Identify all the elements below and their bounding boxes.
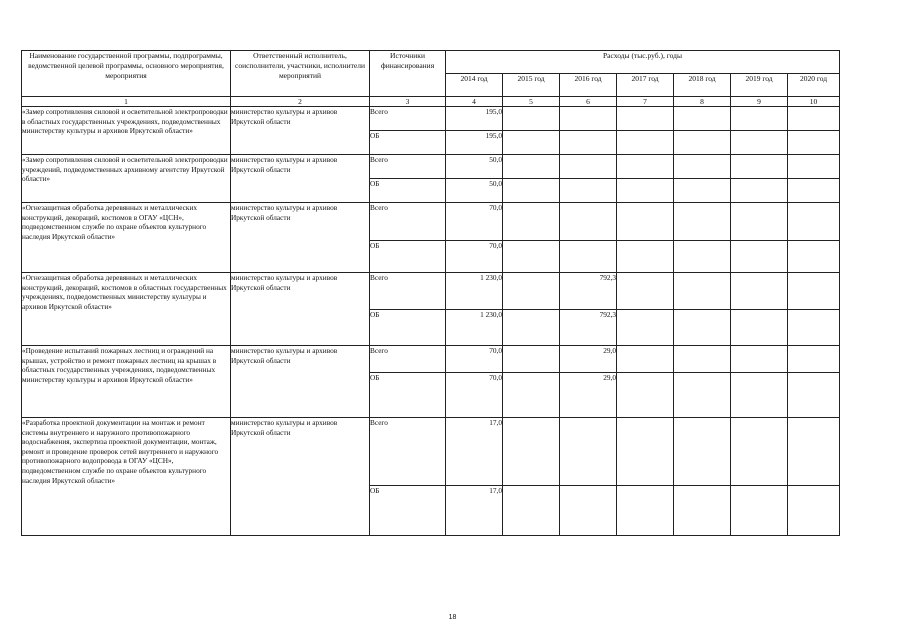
activity-name: «Замер сопротивления силовой и осветительной электропроводки в областных государственных учреждениях, подведомственных министерству культуры и архивов Иркутской области» (22, 107, 231, 155)
value-cell (560, 241, 617, 273)
funding-source-total: Всего (370, 346, 446, 373)
activity-executor: министерство культуры и архивов Иркутской области (231, 107, 370, 155)
activity-name: «Замер сопротивления силовой и осветительной электропроводки учреждений, подведомственных архивному агентству Иркутской области» (22, 155, 231, 203)
column-number: 5 (503, 97, 560, 107)
value-cell (674, 241, 731, 273)
funding-source-regional: ОБ (370, 373, 446, 418)
table-row (22, 346, 840, 373)
value-cell: 792,3 (560, 310, 617, 346)
value-cell (617, 310, 674, 346)
value-cell (731, 179, 788, 203)
value-cell (674, 107, 731, 131)
value-cell (617, 155, 674, 179)
value-cell (788, 486, 840, 536)
value-cell (560, 486, 617, 536)
column-number: 2 (231, 97, 370, 107)
value-cell (788, 179, 840, 203)
value-cell (674, 203, 731, 241)
value-cell (560, 203, 617, 241)
value-cell (731, 107, 788, 131)
value-cell: 17,0 (446, 486, 503, 536)
value-cell (674, 273, 731, 310)
header-year: 2018 год (674, 74, 731, 97)
value-cell: 50,0 (446, 179, 503, 203)
value-cell (617, 107, 674, 131)
value-cell (788, 273, 840, 310)
value-cell (560, 155, 617, 179)
value-cell (788, 373, 840, 418)
table-row (22, 273, 840, 310)
header-year: 2016 год (560, 74, 617, 97)
header-executor: Ответственный исполнитель, соисполнители, участники, исполнители мероприятий (231, 51, 370, 97)
funding-source-regional: ОБ (370, 310, 446, 346)
value-cell: 50,0 (446, 155, 503, 179)
table-row (22, 107, 840, 131)
value-cell (617, 373, 674, 418)
value-cell (503, 155, 560, 179)
value-cell (560, 179, 617, 203)
value-cell (788, 241, 840, 273)
value-cell (503, 346, 560, 373)
value-cell (503, 107, 560, 131)
activity-name: «Огнезащитная обработка деревянных и металлических конструкций, декораций, костюмов в областных государственных учреждениях, подведомственных министерству культуры и архивов Иркутской области» (22, 273, 231, 346)
value-cell: 1 230,0 (446, 310, 503, 346)
funding-source-total: Всего (370, 203, 446, 241)
activity-name: «Огнезащитная обработка деревянных и металлических конструкций, декораций, костюмов в ОГАУ «ЦСН», подведомственном службе по охране объектов культурного наследия Иркутской области» (22, 203, 231, 273)
header-year: 2019 год (731, 74, 788, 97)
value-cell (503, 131, 560, 155)
funding-source-regional: ОБ (370, 131, 446, 155)
value-cell (674, 373, 731, 418)
header-year: 2020 год (788, 74, 840, 97)
value-cell (674, 418, 731, 486)
value-cell (560, 131, 617, 155)
value-cell (617, 203, 674, 241)
table-row (22, 418, 840, 486)
value-cell: 29,0 (560, 346, 617, 373)
funding-source-regional: ОБ (370, 486, 446, 536)
value-cell (788, 155, 840, 179)
column-number: 3 (370, 97, 446, 107)
activity-executor: министерство культуры и архивов Иркутской области (231, 155, 370, 203)
value-cell: 195,0 (446, 107, 503, 131)
value-cell (731, 131, 788, 155)
value-cell (503, 418, 560, 486)
value-cell (674, 486, 731, 536)
funding-source-regional: ОБ (370, 241, 446, 273)
column-number: 4 (446, 97, 503, 107)
value-cell (617, 486, 674, 536)
header-year: 2015 год (503, 74, 560, 97)
value-cell: 17,0 (446, 418, 503, 486)
header-funding-source: Источники финансирования (370, 51, 446, 97)
budget-table (21, 50, 840, 536)
value-cell (617, 346, 674, 373)
value-cell (731, 203, 788, 241)
value-cell: 70,0 (446, 346, 503, 373)
value-cell (503, 373, 560, 418)
value-cell (560, 107, 617, 131)
header-year: 2014 год (446, 74, 503, 97)
value-cell (788, 107, 840, 131)
value-cell (731, 418, 788, 486)
value-cell (617, 273, 674, 310)
value-cell (503, 273, 560, 310)
value-cell (503, 486, 560, 536)
value-cell: 70,0 (446, 241, 503, 273)
column-number: 6 (560, 97, 617, 107)
value-cell (674, 179, 731, 203)
value-cell: 29,0 (560, 373, 617, 418)
activity-executor: министерство культуры и архивов Иркутской области (231, 203, 370, 273)
activity-name: «Проведение испытаний пожарных лестниц и ограждений на крышах, устройство и ремонт пожарных лестниц на крышах в областных государственных учреждениях, подведомственных министерству культуры и архивов Иркутской области» (22, 346, 231, 418)
funding-source-regional: ОБ (370, 179, 446, 203)
column-number: 9 (731, 97, 788, 107)
value-cell (788, 418, 840, 486)
value-cell (503, 241, 560, 273)
funding-source-total: Всего (370, 418, 446, 486)
page-number: 18 (448, 614, 457, 621)
value-cell (731, 273, 788, 310)
funding-source-total: Всего (370, 273, 446, 310)
value-cell (788, 203, 840, 241)
value-cell (731, 346, 788, 373)
value-cell: 195,0 (446, 131, 503, 155)
value-cell: 70,0 (446, 203, 503, 241)
value-cell (788, 310, 840, 346)
value-cell: 70,0 (446, 373, 503, 418)
value-cell (674, 310, 731, 346)
value-cell (674, 131, 731, 155)
value-cell (731, 155, 788, 179)
value-cell: 1 230,0 (446, 273, 503, 310)
value-cell (617, 179, 674, 203)
value-cell (731, 241, 788, 273)
value-cell (503, 179, 560, 203)
value-cell (560, 418, 617, 486)
column-number: 1 (22, 97, 231, 107)
value-cell (617, 418, 674, 486)
value-cell: 792,3 (560, 273, 617, 310)
value-cell (503, 203, 560, 241)
table-row (22, 155, 840, 179)
value-cell (731, 310, 788, 346)
activity-name: «Разработка проектной документации на монтаж и ремонт системы внутреннего и наружного противопожарного водоснабжения, экспертиза проектной документации, монтаж, ремонт и проведение проверок сетей внутреннего и наружного противопожарного водопровода в ОГАУ «ЦСН», подведомственном службе по охране объектов культурного наследия Иркутской области» (22, 418, 231, 536)
funding-source-total: Всего (370, 155, 446, 179)
activity-executor: министерство культуры и архивов Иркутской области (231, 346, 370, 418)
value-cell (731, 486, 788, 536)
value-cell (674, 346, 731, 373)
header-expenses: Расходы (тыс.руб.), годы (446, 51, 840, 74)
value-cell (674, 155, 731, 179)
activity-executor: министерство культуры и архивов Иркутской области (231, 273, 370, 346)
column-number: 10 (788, 97, 840, 107)
value-cell (788, 131, 840, 155)
activity-executor: министерство культуры и архивов Иркутской области (231, 418, 370, 536)
header-year: 2017 год (617, 74, 674, 97)
column-number: 8 (674, 97, 731, 107)
value-cell (788, 346, 840, 373)
value-cell (503, 310, 560, 346)
header-program-name: Наименование государственной программы, подпрограммы, ведомственной целевой программы, основного мероприятия, мероприятия (22, 51, 231, 97)
value-cell (731, 373, 788, 418)
funding-source-total: Всего (370, 107, 446, 131)
value-cell (617, 241, 674, 273)
value-cell (617, 131, 674, 155)
table-row (22, 203, 840, 241)
column-number: 7 (617, 97, 674, 107)
